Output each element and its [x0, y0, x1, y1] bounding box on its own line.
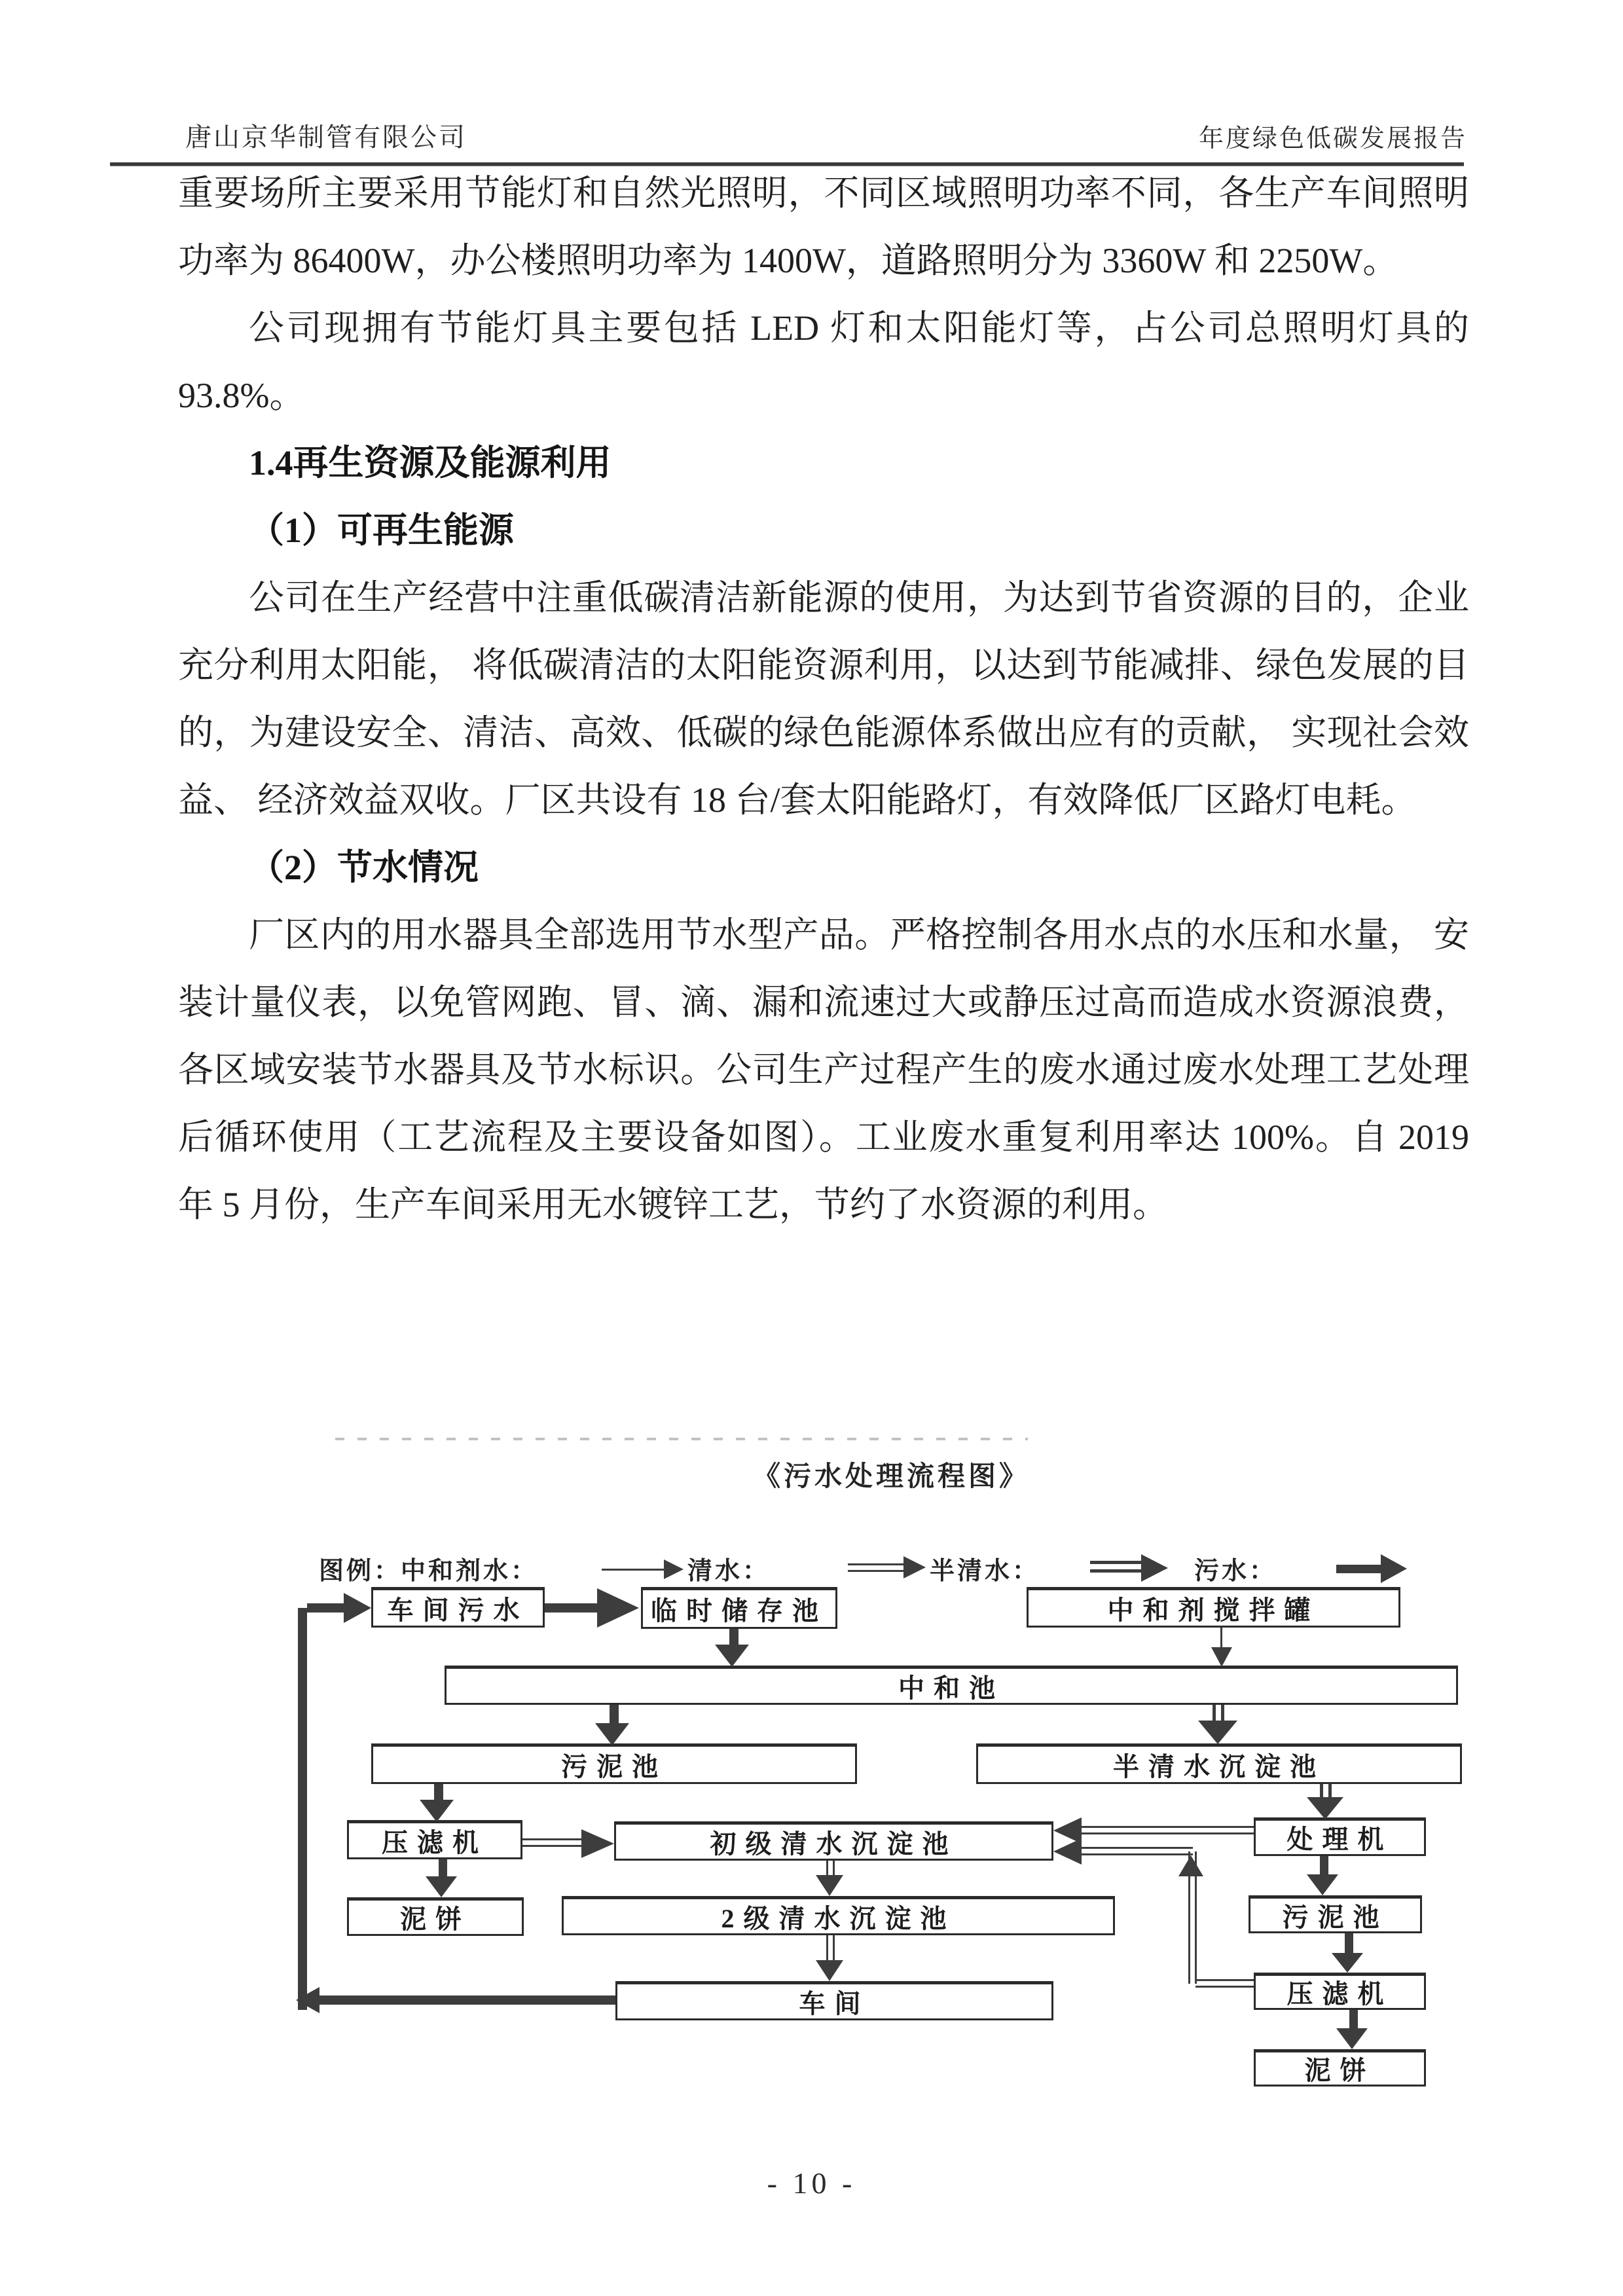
arrow-sludge-right-to-filter-press-head [1332, 1953, 1363, 1973]
arrow-filter-press-right-to-loop [1195, 1979, 1254, 1988]
arrow-processor-to-sludge-right [1320, 1856, 1328, 1876]
node-sludge-pool-right: 污泥池 [1249, 1897, 1422, 1933]
arrow-neutralization-to-semi-clear-head [1198, 1721, 1237, 1744]
arrow-neutralizer-tank-to-pool [1220, 1628, 1222, 1649]
heading-renewable-energy: （1）可再生能源 [249, 511, 514, 550]
node-workshop-sewage: 车间污水 [371, 1588, 545, 1628]
node-filter-press-right: 压滤机 [1254, 1974, 1426, 2010]
arrow-processor-to-sludge-right-head [1307, 1874, 1338, 1895]
arrow-semi-clear-to-processor-head [1307, 1797, 1343, 1819]
arrow-loop-to-primary [1082, 1847, 1193, 1855]
paragraph-solar: 公司在生产经营中注重低碳清洁新能源的使用，为达到节省资源的目的，企业充分利用太阳能， 将低碳清洁的太阳能资源利用，以达到节能减排、绿色发展的目的，为建设安全、清洁、高效、低碳的绿色能源体系做出应有的贡献， 实现社会效益、 经济效益双收。厂区共设有 18 台/套太阳能路灯，有效降低厂区路灯电耗。 [178, 578, 1469, 820]
arrow-filter-press-to-mud-cake-left [439, 1859, 447, 1878]
arrow-primary-to-secondary [826, 1861, 835, 1876]
legend-title: 图例： [319, 1558, 402, 1585]
node-filter-press-left: 压滤机 [347, 1821, 522, 1859]
paragraph-lighting: 重要场所主要采用节能灯和自然光照明，不同区域照明功率不同，各生产车间照明功率为 86400W，办公楼照明功率为 1400W，道路照明分为 3360W 和 2250W。 [178, 173, 1469, 280]
legend-sewage-arrow-head [1381, 1554, 1407, 1583]
arrow-temp-storage-to-neutralization-head [715, 1645, 749, 1667]
arrow-filter-press-to-primary [522, 1838, 581, 1847]
node-temp-storage-pool: 临时储存池 [641, 1588, 837, 1629]
arrow-return-loop-bottom-segment [319, 1995, 615, 2005]
arrow-neutralizer-tank-to-pool-head [1211, 1647, 1232, 1667]
arrow-secondary-to-workshop [826, 1935, 835, 1961]
legend-label-semi-clean-water: 半清水： [930, 1558, 1040, 1585]
arrow-neutralization-to-sludge-left-head [595, 1723, 629, 1745]
node-mud-cake-right: 泥饼 [1254, 2050, 1426, 2086]
arrow-sewage-to-temp-storage [545, 1603, 597, 1613]
header-company-name: 唐山京华制管有限公司 [185, 122, 467, 152]
arrow-filter-press-right-to-mud-cake [1349, 2010, 1358, 2030]
arrow-filter-press-to-primary-head [581, 1829, 614, 1858]
legend-thin-arrow-head [664, 1559, 684, 1579]
arrow-filter-press-right-to-mud-cake-head [1336, 2028, 1368, 2049]
arrow-return-loop-top-segment [307, 1603, 344, 1613]
node-mud-cake-left: 泥饼 [347, 1899, 524, 1936]
heading-1-4-renewables: 1.4再生资源及能源利用 [249, 443, 611, 483]
legend-label-clean-water: 清水： [687, 1558, 771, 1585]
page-number: - 10 - [767, 2166, 856, 2200]
sewage-treatment-flowchart [288, 1545, 1473, 2121]
node-neutralizer-mixing-tank: 中和剂搅拌罐 [1027, 1588, 1400, 1628]
arrow-sludge-right-to-filter-press [1345, 1933, 1353, 1954]
paragraph-water: 厂区内的用水器具全部选用节水型产品。严格控制各用水点的水压和水量， 安装计量仪表，以免管网跑、冒、滴、漏和流速过大或静压过高而造成水资源浪费， 各区域安装节水器具及节水标识。公司生产过程产生的废水通过废水处理工艺处理后循环使用（工艺流程及主要设备如图）。工业废水重复利用率达 100%。自 2019 年 5 月份，生产车间采用无水镀锌工艺，节约了水资源的利用。 [178, 915, 1469, 1224]
node-neutralization-pool: 中和池 [445, 1667, 1458, 1705]
heading-water-saving: （2）节水情况 [249, 848, 479, 887]
legend-thin-arrow [602, 1569, 664, 1571]
legend-clean-arrow [848, 1563, 903, 1572]
legend-semi-arrow [1090, 1561, 1141, 1573]
arrow-loop-to-primary-head [1053, 1838, 1082, 1865]
paragraph-led-lamps: 公司现拥有节能灯具主要包括 LED 灯和太阳能灯等，占公司总照明灯具的 93.8%。 [178, 308, 1469, 415]
node-semi-clear-sedimentation-pool: 半清水沉淀池 [976, 1745, 1462, 1784]
node-secondary-clear-sedimentation-pool: 2级清水沉淀池 [562, 1897, 1115, 1935]
arrow-secondary-to-workshop-head [816, 1960, 843, 1981]
node-processor: 处理机 [1254, 1819, 1426, 1856]
arrow-processor-to-primary [1082, 1826, 1254, 1834]
node-sludge-pool-left: 污泥池 [371, 1745, 857, 1784]
figure-caption: 《污水处理流程图》 [753, 1462, 1030, 1492]
arrow-loop-up-head [1178, 1855, 1203, 1876]
legend-label-neutralizer-water: 中和剂水： [401, 1558, 539, 1585]
node-primary-clear-sedimentation-pool: 初级清水沉淀池 [614, 1823, 1053, 1861]
arrow-filter-press-to-mud-cake-left-head [426, 1876, 457, 1897]
arrow-sewage-to-temp-storage-head [597, 1588, 639, 1628]
faded-artifact-line [335, 1438, 1028, 1440]
legend-sewage-arrow [1336, 1565, 1381, 1573]
legend-clean-arrow-head [903, 1556, 926, 1578]
arrow-return-loop-head-into-workshop-sewage [344, 1593, 371, 1623]
node-workshop: 车间 [615, 1982, 1053, 2020]
arrow-return-loop-vertical [298, 1608, 307, 2010]
arrow-primary-to-secondary-head [816, 1875, 843, 1896]
legend-label-sewage: 污水： [1194, 1558, 1277, 1585]
header-report-title: 年度绿色低碳发展报告 [1198, 125, 1467, 153]
arrow-sludge-left-to-filter-press-head [420, 1800, 454, 1822]
body-text [178, 160, 1469, 1239]
arrow-return-loop-left-head [296, 1987, 319, 2013]
legend-semi-arrow-head [1141, 1554, 1168, 1582]
